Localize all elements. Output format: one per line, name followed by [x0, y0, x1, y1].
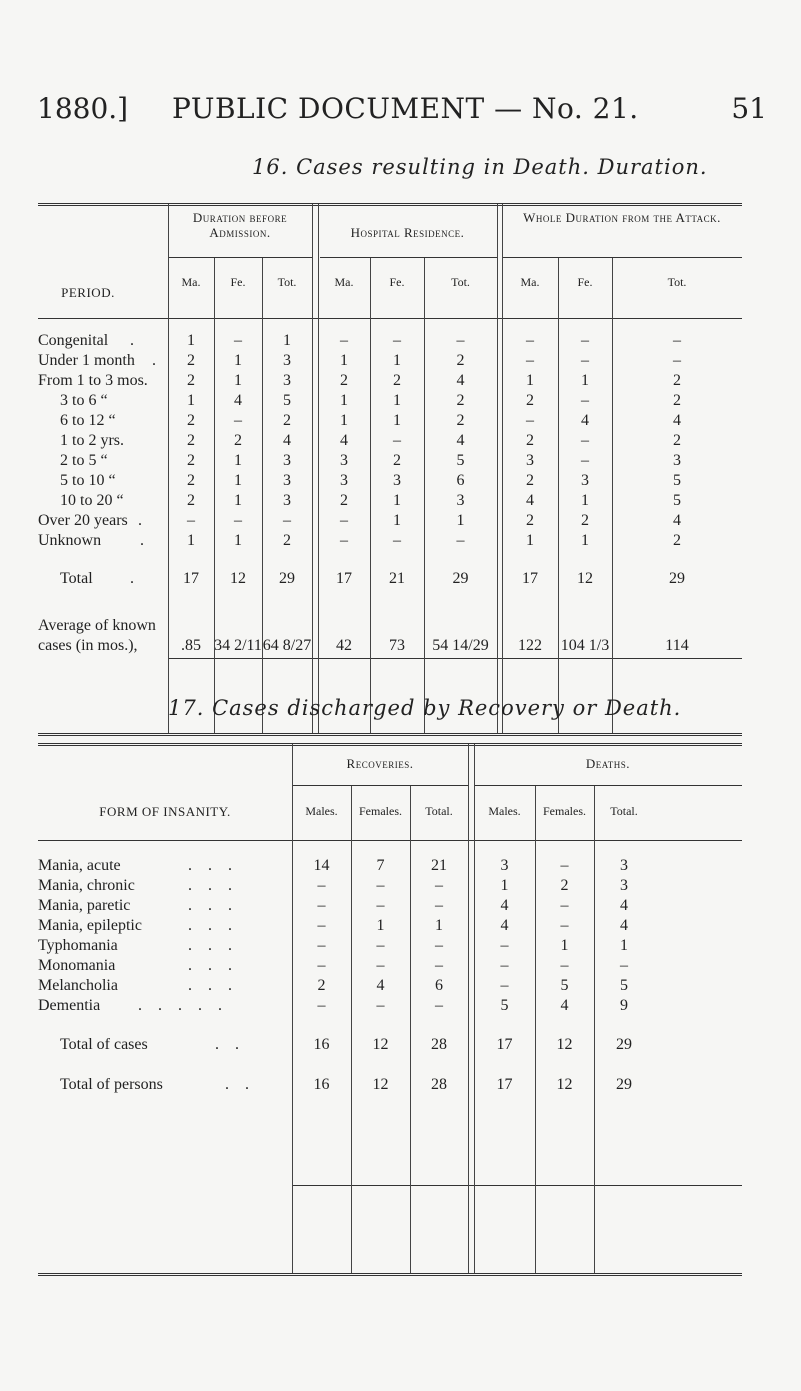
table-cell: –: [560, 957, 569, 974]
leader-dots: . .: [225, 1076, 255, 1093]
table-cell: 34 2/11: [214, 637, 262, 654]
table-cell: 3: [340, 452, 348, 469]
table-cell: 4: [581, 412, 589, 429]
table-cell: 9: [620, 997, 628, 1014]
row-label: Mania, epileptic: [38, 917, 142, 934]
table-row: [0, 897, 801, 917]
table-cell: 1: [581, 372, 589, 389]
t17-subheader: Total.: [425, 804, 453, 818]
leader-dots: . . .: [188, 957, 238, 974]
table-cell: –: [435, 957, 443, 974]
table-cell: 1: [526, 372, 534, 389]
table-cell: 2: [317, 977, 326, 994]
table-cell: 2: [393, 452, 401, 469]
table-cell: 2: [456, 392, 465, 409]
table-row: [0, 977, 801, 997]
table-cell: 5: [560, 977, 569, 994]
leader-dots: . .: [215, 1036, 245, 1053]
table-cell: –: [435, 937, 443, 954]
table-cell: 2: [187, 432, 195, 449]
table-cell: 17: [496, 1036, 513, 1053]
table-cell: 29: [616, 1076, 632, 1093]
row-label: Mania, paretic: [38, 897, 131, 914]
period-header: PERIOD.: [61, 285, 115, 300]
row-label: Under 1 month: [38, 352, 135, 369]
group-recoveries: Recoveries.: [346, 756, 414, 771]
table-cell: –: [581, 432, 589, 449]
table-cell: 2: [187, 372, 195, 389]
form-header: FORM OF INSANITY.: [99, 804, 231, 819]
table-cell: 4: [234, 392, 242, 409]
table-cell: 2: [560, 877, 569, 894]
table-cell: –: [393, 532, 401, 549]
row-label: Monomania: [38, 957, 116, 974]
table-cell: 3: [283, 492, 291, 509]
table-cell: –: [500, 937, 509, 954]
table-cell: –: [620, 957, 628, 974]
table-cell: 1: [526, 532, 534, 549]
group-before-admission: Duration before Admission.: [192, 210, 288, 240]
table-cell: 4: [283, 432, 291, 449]
leader-dot: .: [130, 332, 134, 349]
table-cell: –: [526, 332, 534, 349]
table-cell: 3: [673, 452, 681, 469]
row-label: Unknown: [38, 532, 102, 549]
table-cell: –: [376, 877, 385, 894]
leader-dot: .: [138, 512, 142, 529]
table-cell: 1: [234, 492, 242, 509]
table-cell: 1: [393, 412, 401, 429]
table-cell: 1: [283, 332, 291, 349]
t17-subheader: Females.: [359, 804, 402, 818]
table-cell: 3: [283, 452, 291, 469]
table-cell: 5: [620, 977, 628, 994]
table-cell: 2: [526, 512, 534, 529]
t16-subheader: Fe.: [577, 275, 593, 289]
table-cell: 17: [496, 1076, 513, 1093]
table-cell: 29: [279, 570, 295, 587]
table-cell: 2: [187, 472, 195, 489]
table-cell: 5: [456, 452, 465, 469]
table-cell: 64 8/27: [262, 637, 312, 654]
table-cell: 3: [283, 372, 291, 389]
table-cell: 4: [500, 917, 509, 934]
table-cell: 2: [234, 432, 242, 449]
table-cell: 29: [669, 570, 685, 587]
table-cell: 2: [187, 352, 195, 369]
leader-dots: . . .: [188, 857, 238, 874]
total-persons-row: [0, 1076, 801, 1096]
row-label: Mania, chronic: [38, 877, 135, 894]
row-label: 6 to 12 “: [60, 412, 116, 429]
table-cell: 21: [389, 570, 405, 587]
table-cell: 12: [556, 1036, 573, 1053]
table-cell: –: [376, 957, 385, 974]
table-cell: –: [560, 917, 569, 934]
table-cell: 2: [526, 472, 534, 489]
table-cell: 1: [393, 512, 401, 529]
leader-dot: .: [130, 570, 134, 587]
table-cell: 1: [340, 412, 348, 429]
table-cell: –: [376, 937, 385, 954]
table-cell: 1: [340, 392, 348, 409]
table-cell: –: [234, 512, 242, 529]
table-cell: 2: [673, 372, 681, 389]
table-row: [0, 997, 801, 1017]
table-cell: 1: [234, 352, 242, 369]
row-label: 5 to 10 “: [60, 472, 116, 489]
table-cell: –: [581, 452, 589, 469]
table-cell: 29: [616, 1036, 632, 1053]
table-cell: 2: [187, 452, 195, 469]
table-cell: 2: [283, 532, 291, 549]
table-cell: 1: [581, 532, 589, 549]
table-cell: 104 1/3: [560, 637, 610, 654]
table-cell: 3: [500, 857, 509, 874]
table-cell: –: [581, 332, 589, 349]
row-label: Total of persons: [60, 1076, 163, 1093]
total-cases-row: [0, 1036, 801, 1056]
table-cell: 2: [393, 372, 401, 389]
table-cell: 2: [283, 412, 291, 429]
table-cell: 4: [620, 917, 628, 934]
table-cell: 122: [518, 637, 542, 654]
leader-dots: . . . . .: [138, 997, 228, 1014]
table-row: [0, 877, 801, 897]
table-cell: 1: [500, 877, 509, 894]
table-cell: 2: [673, 532, 681, 549]
table-cell: 3: [620, 877, 628, 894]
table-cell: 1: [393, 352, 401, 369]
row-label: 1 to 2 yrs.: [60, 432, 124, 449]
table-cell: 2: [673, 432, 681, 449]
table-cell: –: [500, 977, 509, 994]
table-cell: 4: [500, 897, 509, 914]
table-cell: 1: [376, 917, 385, 934]
table-cell: –: [187, 512, 195, 529]
table-cell: –: [673, 332, 681, 349]
table-cell: 7: [376, 857, 385, 874]
table-cell: –: [673, 352, 681, 369]
table-cell: –: [340, 332, 348, 349]
row-label: Dementia: [38, 997, 101, 1014]
table-cell: 4: [620, 897, 628, 914]
table-cell: 4: [673, 412, 681, 429]
table-cell: 54 14/29: [432, 637, 489, 654]
table-cell: –: [500, 957, 509, 974]
row-label: Mania, acute: [38, 857, 121, 874]
table-cell: 3: [581, 472, 589, 489]
table-cell: 6: [456, 472, 465, 489]
table-cell: 1: [620, 937, 628, 954]
table-cell: 4: [673, 512, 681, 529]
t17-subheader: Males.: [488, 804, 521, 818]
table-cell: 21: [431, 857, 447, 874]
table-cell: –: [340, 532, 348, 549]
row-label: Melancholia: [38, 977, 118, 994]
table-cell: 3: [283, 352, 291, 369]
table-cell: –: [435, 877, 443, 894]
table-cell: –: [376, 897, 385, 914]
group-hospital-residence: Hospital Residence.: [350, 225, 465, 240]
table-cell: 5: [283, 392, 291, 409]
t16-subheader: Fe.: [230, 275, 246, 289]
table-cell: .85: [181, 637, 201, 654]
t16-subheader: Ma.: [181, 275, 201, 289]
table-cell: 1: [234, 452, 242, 469]
table-row: [0, 857, 801, 877]
table-cell: 17: [522, 570, 538, 587]
page-number: 51: [731, 92, 767, 125]
row-label: 3 to 6 “: [60, 392, 108, 409]
table-cell: 1: [393, 392, 401, 409]
table-cell: –: [376, 997, 385, 1014]
header-title: PUBLIC DOCUMENT — No. 21.: [172, 92, 639, 125]
table-cell: 2: [187, 412, 195, 429]
table-cell: –: [234, 412, 242, 429]
table-cell: 16: [313, 1036, 330, 1053]
table-cell: 28: [431, 1036, 447, 1053]
t16-subheader: Tot.: [667, 275, 687, 289]
table-cell: –: [581, 392, 589, 409]
table-cell: 4: [340, 432, 348, 449]
group-deaths: Deaths.: [585, 756, 631, 771]
table-cell: 4: [526, 492, 534, 509]
table-cell: 1: [187, 532, 195, 549]
leader-dots: . . .: [188, 897, 238, 914]
table-cell: 1: [581, 492, 589, 509]
table-cell: –: [456, 332, 465, 349]
table-cell: 3: [526, 452, 534, 469]
row-label: Congenital: [38, 332, 109, 349]
table-cell: 1: [234, 372, 242, 389]
table-cell: 2: [456, 352, 465, 369]
table-cell: –: [581, 352, 589, 369]
table-cell: 5: [500, 997, 509, 1014]
row-label: Total of cases: [60, 1036, 148, 1053]
table-cell: 2: [581, 512, 589, 529]
table-row: [0, 957, 801, 977]
table-cell: 12: [230, 570, 246, 587]
table-cell: –: [435, 897, 443, 914]
table-cell: 2: [456, 412, 465, 429]
row-label: 10 to 20 “: [60, 492, 124, 509]
table-cell: 6: [435, 977, 443, 994]
table-cell: 2: [526, 392, 534, 409]
table-cell: 2: [526, 432, 534, 449]
table-cell: 12: [372, 1036, 389, 1053]
table-cell: 1: [234, 472, 242, 489]
table-cell: 1: [340, 352, 348, 369]
table-row: [0, 917, 801, 937]
row-label: From 1 to 3 mos.: [38, 372, 148, 389]
table-cell: –: [234, 332, 242, 349]
t16-subheader: Tot.: [451, 275, 470, 289]
table-cell: 1: [560, 937, 569, 954]
group-whole-duration: Whole Duration from the Attack.: [523, 210, 721, 225]
row-label: Total: [60, 570, 93, 587]
table-cell: 29: [452, 570, 469, 587]
table-cell: 4: [456, 372, 465, 389]
table-cell: 2: [340, 372, 348, 389]
table-cell: 3: [456, 492, 465, 509]
row-label: cases (in mos.),: [38, 637, 138, 654]
table-cell: 4: [456, 432, 465, 449]
t16-subheader: Ma.: [334, 275, 354, 289]
row-label: Typhomania: [38, 937, 118, 954]
table-cell: 3: [393, 472, 401, 489]
table-cell: 12: [556, 1076, 573, 1093]
table-cell: –: [560, 897, 569, 914]
table-cell: 73: [389, 637, 405, 654]
t17-subheader: Females.: [543, 804, 586, 818]
table-cell: 5: [673, 492, 681, 509]
table-cell: 3: [283, 472, 291, 489]
table-cell: 17: [183, 570, 199, 587]
table-cell: 114: [665, 637, 689, 654]
row-label: 2 to 5 “: [60, 452, 108, 469]
table-cell: 12: [372, 1076, 389, 1093]
t17-subheader: Males.: [305, 804, 338, 818]
table-cell: 2: [340, 492, 348, 509]
table-cell: –: [393, 332, 401, 349]
table-cell: 1: [435, 917, 443, 934]
row-label: Over 20 years: [38, 512, 128, 529]
table-cell: –: [526, 352, 534, 369]
table-cell: 3: [620, 857, 628, 874]
table-cell: 1: [187, 332, 195, 349]
table-cell: 1: [234, 532, 242, 549]
leader-dots: . . .: [188, 937, 238, 954]
table-cell: 2: [187, 492, 195, 509]
table-cell: –: [317, 877, 326, 894]
table-cell: –: [340, 512, 348, 529]
leader-dots: . . .: [188, 877, 238, 894]
leader-dot: .: [140, 532, 144, 549]
table-row: [0, 937, 801, 957]
table-cell: 1: [393, 492, 401, 509]
table-cell: –: [435, 997, 443, 1014]
table-cell: –: [317, 937, 326, 954]
table-cell: 28: [431, 1076, 447, 1093]
table-cell: –: [317, 917, 326, 934]
leader-dots: . . .: [188, 917, 238, 934]
table16-caption: 16. Cases resulting in Death. Duration.: [252, 155, 708, 179]
table-cell: 16: [313, 1076, 330, 1093]
row-label: Average of known: [38, 617, 156, 634]
t16-subheader: Fe.: [389, 275, 405, 289]
table-cell: –: [526, 412, 534, 429]
leader-dots: . . .: [188, 977, 238, 994]
table-cell: 4: [560, 997, 569, 1014]
table-cell: –: [317, 957, 326, 974]
table-cell: 3: [340, 472, 348, 489]
table17-caption: 17. Cases discharged by Recovery or Death.: [168, 696, 682, 720]
t17-subheader: Total.: [610, 804, 638, 818]
t16-subheader: Ma.: [520, 275, 540, 289]
table-cell: –: [317, 997, 326, 1014]
t16-subheader: Tot.: [277, 275, 297, 289]
table-cell: –: [283, 512, 291, 529]
table-cell: 14: [313, 857, 330, 874]
table-cell: 5: [673, 472, 681, 489]
table-cell: 2: [673, 392, 681, 409]
table-cell: 1: [456, 512, 465, 529]
table-cell: 12: [577, 570, 593, 587]
table-cell: –: [317, 897, 326, 914]
table-cell: –: [456, 532, 465, 549]
table-cell: –: [560, 857, 569, 874]
table-cell: –: [393, 432, 401, 449]
table-cell: 1: [187, 392, 195, 409]
table-cell: 42: [336, 637, 352, 654]
table-cell: 4: [376, 977, 385, 994]
leader-dot: .: [152, 352, 156, 369]
table-cell: 17: [336, 570, 352, 587]
header-year: 1880.]: [37, 92, 129, 125]
